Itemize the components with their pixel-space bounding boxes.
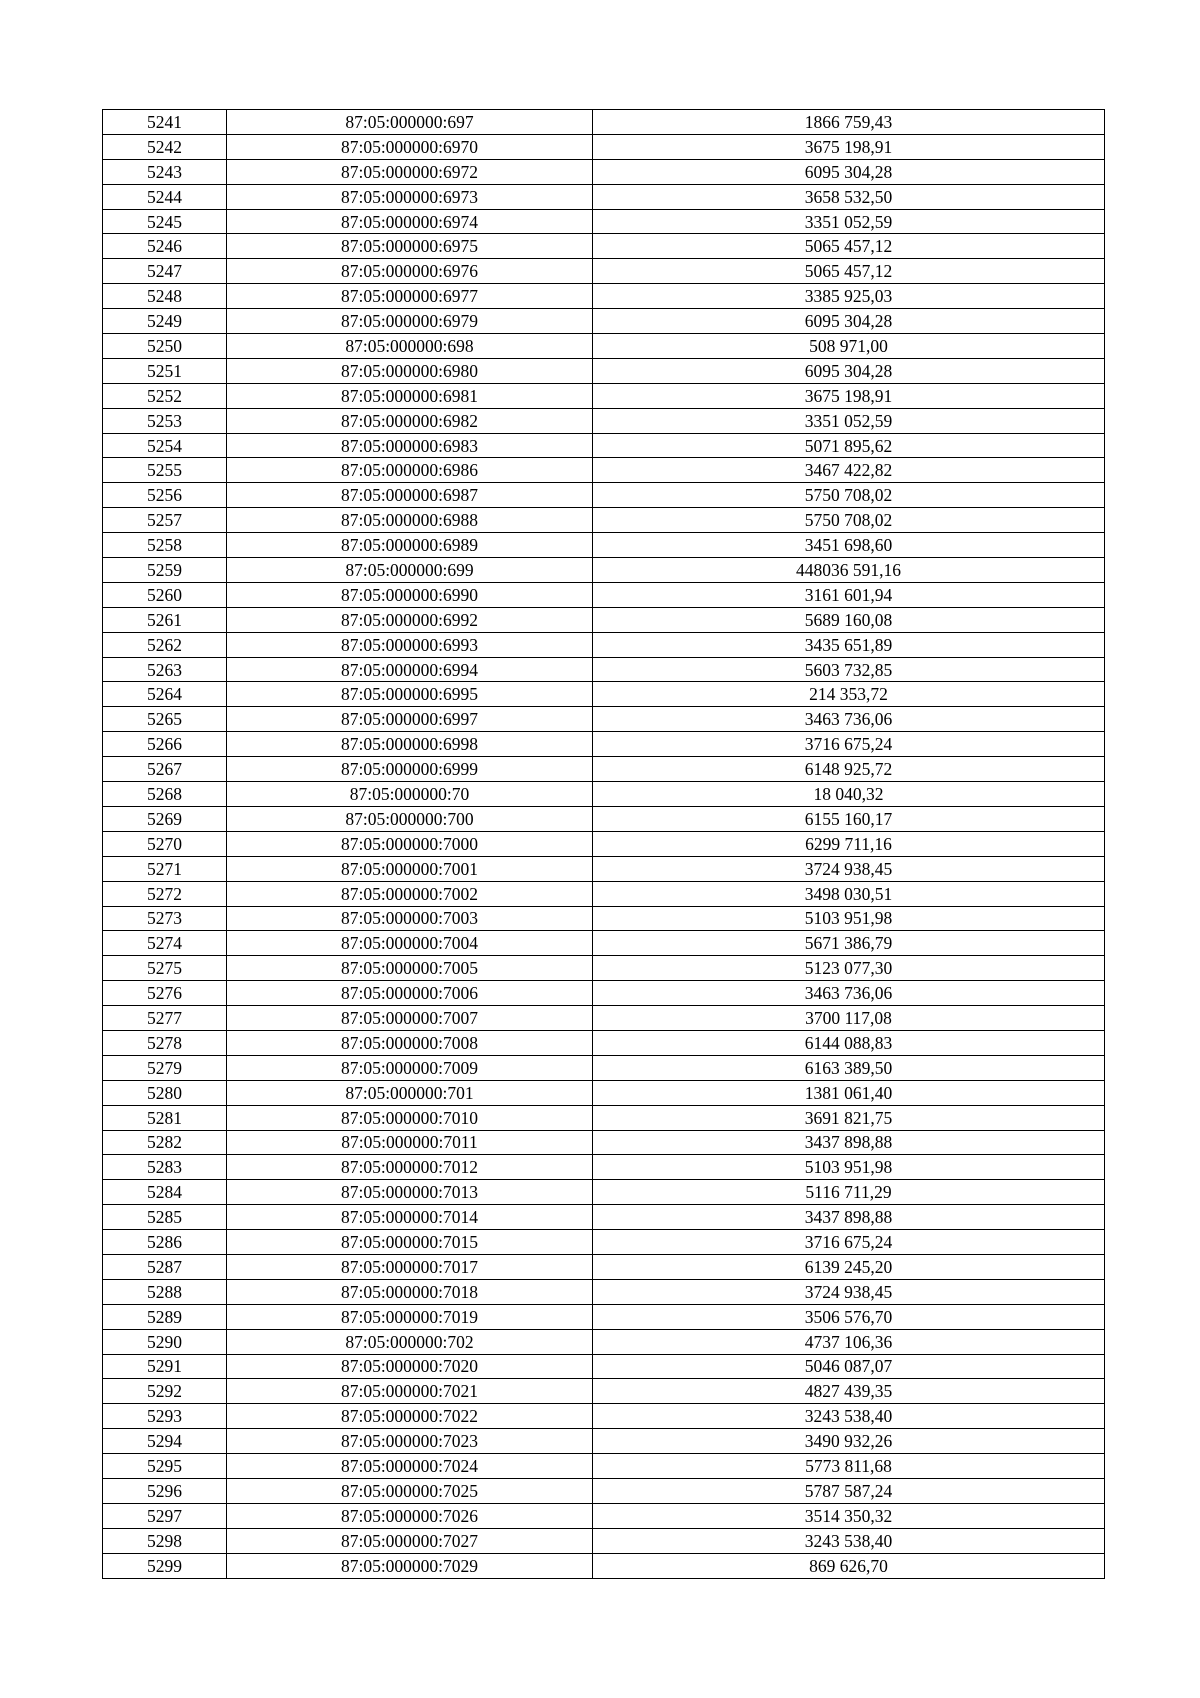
row-number-cell: 5294 bbox=[103, 1429, 227, 1454]
cadastral-number-cell: 87:05:000000:7029 bbox=[227, 1553, 593, 1578]
table-row bbox=[103, 906, 1105, 931]
value-cell: 5065 457,12 bbox=[593, 234, 1105, 259]
cadastral-number-cell: 87:05:000000:6992 bbox=[227, 607, 593, 632]
value-cell: 5671 386,79 bbox=[593, 931, 1105, 956]
value-cell: 5689 160,08 bbox=[593, 607, 1105, 632]
table-row bbox=[103, 1379, 1105, 1404]
row-number-cell: 5276 bbox=[103, 981, 227, 1006]
row-number-cell: 5245 bbox=[103, 209, 227, 234]
value-cell: 3716 675,24 bbox=[593, 732, 1105, 757]
value-cell: 3506 576,70 bbox=[593, 1304, 1105, 1329]
table-row bbox=[103, 134, 1105, 159]
table-row bbox=[103, 110, 1105, 135]
table-row bbox=[103, 1329, 1105, 1354]
cadastral-number-cell: 87:05:000000:702 bbox=[227, 1329, 593, 1354]
cadastral-number-cell: 87:05:000000:6970 bbox=[227, 134, 593, 159]
value-cell: 6155 160,17 bbox=[593, 806, 1105, 831]
row-number-cell: 5264 bbox=[103, 682, 227, 707]
table-row bbox=[103, 458, 1105, 483]
cadastral-number-cell: 87:05:000000:7022 bbox=[227, 1404, 593, 1429]
row-number-cell: 5297 bbox=[103, 1503, 227, 1528]
row-number-cell: 5259 bbox=[103, 558, 227, 583]
value-cell: 5773 811,68 bbox=[593, 1454, 1105, 1479]
value-cell: 3658 532,50 bbox=[593, 184, 1105, 209]
row-number-cell: 5263 bbox=[103, 657, 227, 682]
value-cell: 3161 601,94 bbox=[593, 582, 1105, 607]
table-row bbox=[103, 358, 1105, 383]
table-row bbox=[103, 1006, 1105, 1031]
row-number-cell: 5278 bbox=[103, 1030, 227, 1055]
table-row bbox=[103, 1205, 1105, 1230]
cadastral-number-cell: 87:05:000000:6975 bbox=[227, 234, 593, 259]
row-number-cell: 5254 bbox=[103, 433, 227, 458]
table-body bbox=[103, 110, 1105, 1579]
value-cell: 3451 698,60 bbox=[593, 533, 1105, 558]
table-row bbox=[103, 309, 1105, 334]
value-cell: 448036 591,16 bbox=[593, 558, 1105, 583]
cadastral-number-cell: 87:05:000000:6977 bbox=[227, 284, 593, 309]
value-cell: 3437 898,88 bbox=[593, 1205, 1105, 1230]
cadastral-number-cell: 87:05:000000:6999 bbox=[227, 757, 593, 782]
cadastral-number-cell: 87:05:000000:7023 bbox=[227, 1429, 593, 1454]
value-cell: 1381 061,40 bbox=[593, 1080, 1105, 1105]
row-number-cell: 5274 bbox=[103, 931, 227, 956]
cadastral-number-cell: 87:05:000000:7010 bbox=[227, 1105, 593, 1130]
row-number-cell: 5266 bbox=[103, 732, 227, 757]
value-cell: 6299 711,16 bbox=[593, 831, 1105, 856]
table-row bbox=[103, 1553, 1105, 1578]
cadastral-number-cell: 87:05:000000:7011 bbox=[227, 1130, 593, 1155]
cadastral-number-cell: 87:05:000000:6983 bbox=[227, 433, 593, 458]
row-number-cell: 5251 bbox=[103, 358, 227, 383]
table-row bbox=[103, 1528, 1105, 1553]
value-cell: 3463 736,06 bbox=[593, 981, 1105, 1006]
value-cell: 3724 938,45 bbox=[593, 856, 1105, 881]
row-number-cell: 5291 bbox=[103, 1354, 227, 1379]
value-cell: 6148 925,72 bbox=[593, 757, 1105, 782]
cadastral-number-cell: 87:05:000000:699 bbox=[227, 558, 593, 583]
row-number-cell: 5257 bbox=[103, 508, 227, 533]
cadastral-number-cell: 87:05:000000:7026 bbox=[227, 1503, 593, 1528]
table-row bbox=[103, 1105, 1105, 1130]
cadastral-number-cell: 87:05:000000:7015 bbox=[227, 1230, 593, 1255]
cadastral-number-cell: 87:05:000000:7001 bbox=[227, 856, 593, 881]
cadastral-number-cell: 87:05:000000:7014 bbox=[227, 1205, 593, 1230]
table-row bbox=[103, 806, 1105, 831]
row-number-cell: 5252 bbox=[103, 383, 227, 408]
row-number-cell: 5277 bbox=[103, 1006, 227, 1031]
cadastral-number-cell: 87:05:000000:6981 bbox=[227, 383, 593, 408]
row-number-cell: 5295 bbox=[103, 1454, 227, 1479]
cadastral-number-cell: 87:05:000000:6976 bbox=[227, 259, 593, 284]
row-number-cell: 5272 bbox=[103, 881, 227, 906]
row-number-cell: 5246 bbox=[103, 234, 227, 259]
table-row bbox=[103, 732, 1105, 757]
table-row bbox=[103, 334, 1105, 359]
row-number-cell: 5288 bbox=[103, 1279, 227, 1304]
table-row bbox=[103, 433, 1105, 458]
value-cell: 214 353,72 bbox=[593, 682, 1105, 707]
value-cell: 3724 938,45 bbox=[593, 1279, 1105, 1304]
table-row bbox=[103, 483, 1105, 508]
cadastral-number-cell: 87:05:000000:7024 bbox=[227, 1454, 593, 1479]
table-row bbox=[103, 1130, 1105, 1155]
table-row bbox=[103, 831, 1105, 856]
cadastral-number-cell: 87:05:000000:6987 bbox=[227, 483, 593, 508]
value-cell: 4827 439,35 bbox=[593, 1379, 1105, 1404]
table-row bbox=[103, 981, 1105, 1006]
cadastral-number-cell: 87:05:000000:6982 bbox=[227, 408, 593, 433]
row-number-cell: 5258 bbox=[103, 533, 227, 558]
cadastral-number-cell: 87:05:000000:7020 bbox=[227, 1354, 593, 1379]
table-row bbox=[103, 657, 1105, 682]
value-cell: 3691 821,75 bbox=[593, 1105, 1105, 1130]
row-number-cell: 5248 bbox=[103, 284, 227, 309]
table-row bbox=[103, 931, 1105, 956]
table-row bbox=[103, 881, 1105, 906]
row-number-cell: 5290 bbox=[103, 1329, 227, 1354]
table-row bbox=[103, 1503, 1105, 1528]
row-number-cell: 5250 bbox=[103, 334, 227, 359]
value-cell: 1866 759,43 bbox=[593, 110, 1105, 135]
table-row bbox=[103, 234, 1105, 259]
row-number-cell: 5292 bbox=[103, 1379, 227, 1404]
table-row bbox=[103, 209, 1105, 234]
row-number-cell: 5255 bbox=[103, 458, 227, 483]
row-number-cell: 5282 bbox=[103, 1130, 227, 1155]
row-number-cell: 5249 bbox=[103, 309, 227, 334]
table-row bbox=[103, 1304, 1105, 1329]
row-number-cell: 5283 bbox=[103, 1155, 227, 1180]
table-row bbox=[103, 956, 1105, 981]
table-row bbox=[103, 1279, 1105, 1304]
table-row bbox=[103, 607, 1105, 632]
row-number-cell: 5275 bbox=[103, 956, 227, 981]
cadastral-number-cell: 87:05:000000:700 bbox=[227, 806, 593, 831]
cadastral-number-cell: 87:05:000000:7000 bbox=[227, 831, 593, 856]
row-number-cell: 5244 bbox=[103, 184, 227, 209]
value-cell: 18 040,32 bbox=[593, 782, 1105, 807]
value-cell: 6139 245,20 bbox=[593, 1254, 1105, 1279]
row-number-cell: 5286 bbox=[103, 1230, 227, 1255]
table-row bbox=[103, 1478, 1105, 1503]
value-cell: 3435 651,89 bbox=[593, 632, 1105, 657]
cadastral-number-cell: 87:05:000000:6994 bbox=[227, 657, 593, 682]
table-row bbox=[103, 632, 1105, 657]
table-row bbox=[103, 558, 1105, 583]
table-row bbox=[103, 782, 1105, 807]
table-row bbox=[103, 1230, 1105, 1255]
cadastral-number-cell: 87:05:000000:7013 bbox=[227, 1180, 593, 1205]
table-row bbox=[103, 383, 1105, 408]
row-number-cell: 5267 bbox=[103, 757, 227, 782]
row-number-cell: 5280 bbox=[103, 1080, 227, 1105]
row-number-cell: 5298 bbox=[103, 1528, 227, 1553]
value-cell: 3351 052,59 bbox=[593, 408, 1105, 433]
value-cell: 3716 675,24 bbox=[593, 1230, 1105, 1255]
table-row bbox=[103, 1055, 1105, 1080]
table-row bbox=[103, 159, 1105, 184]
row-number-cell: 5265 bbox=[103, 707, 227, 732]
value-cell: 3700 117,08 bbox=[593, 1006, 1105, 1031]
value-cell: 869 626,70 bbox=[593, 1553, 1105, 1578]
value-cell: 6095 304,28 bbox=[593, 159, 1105, 184]
cadastral-number-cell: 87:05:000000:701 bbox=[227, 1080, 593, 1105]
cadastral-number-cell: 87:05:000000:6993 bbox=[227, 632, 593, 657]
row-number-cell: 5296 bbox=[103, 1478, 227, 1503]
table-row bbox=[103, 757, 1105, 782]
value-cell: 5065 457,12 bbox=[593, 259, 1105, 284]
cadastral-number-cell: 87:05:000000:6973 bbox=[227, 184, 593, 209]
row-number-cell: 5285 bbox=[103, 1205, 227, 1230]
value-cell: 3675 198,91 bbox=[593, 134, 1105, 159]
cadastral-number-cell: 87:05:000000:6995 bbox=[227, 682, 593, 707]
table-row bbox=[103, 856, 1105, 881]
value-cell: 3463 736,06 bbox=[593, 707, 1105, 732]
cadastral-number-cell: 87:05:000000:7008 bbox=[227, 1030, 593, 1055]
row-number-cell: 5293 bbox=[103, 1404, 227, 1429]
cadastral-number-cell: 87:05:000000:7002 bbox=[227, 881, 593, 906]
row-number-cell: 5256 bbox=[103, 483, 227, 508]
table-row bbox=[103, 1454, 1105, 1479]
cadastral-number-cell: 87:05:000000:7017 bbox=[227, 1254, 593, 1279]
cadastral-number-cell: 87:05:000000:6997 bbox=[227, 707, 593, 732]
cadastral-number-cell: 87:05:000000:6986 bbox=[227, 458, 593, 483]
value-cell: 5750 708,02 bbox=[593, 508, 1105, 533]
cadastral-number-cell: 87:05:000000:7027 bbox=[227, 1528, 593, 1553]
table-row bbox=[103, 184, 1105, 209]
table-row bbox=[103, 1180, 1105, 1205]
value-cell: 3498 030,51 bbox=[593, 881, 1105, 906]
cadastral-number-cell: 87:05:000000:7025 bbox=[227, 1478, 593, 1503]
row-number-cell: 5299 bbox=[103, 1553, 227, 1578]
row-number-cell: 5273 bbox=[103, 906, 227, 931]
table-row bbox=[103, 1254, 1105, 1279]
value-cell: 3385 925,03 bbox=[593, 284, 1105, 309]
table-row bbox=[103, 408, 1105, 433]
table-row bbox=[103, 1429, 1105, 1454]
value-cell: 6095 304,28 bbox=[593, 358, 1105, 383]
row-number-cell: 5281 bbox=[103, 1105, 227, 1130]
table-row bbox=[103, 1155, 1105, 1180]
row-number-cell: 5243 bbox=[103, 159, 227, 184]
cadastral-number-cell: 87:05:000000:6998 bbox=[227, 732, 593, 757]
value-cell: 5116 711,29 bbox=[593, 1180, 1105, 1205]
value-cell: 5123 077,30 bbox=[593, 956, 1105, 981]
row-number-cell: 5242 bbox=[103, 134, 227, 159]
row-number-cell: 5247 bbox=[103, 259, 227, 284]
cadastral-number-cell: 87:05:000000:6989 bbox=[227, 533, 593, 558]
value-cell: 5071 895,62 bbox=[593, 433, 1105, 458]
value-cell: 3437 898,88 bbox=[593, 1130, 1105, 1155]
cadastral-value-table bbox=[102, 109, 1105, 1579]
row-number-cell: 5261 bbox=[103, 607, 227, 632]
value-cell: 6144 088,83 bbox=[593, 1030, 1105, 1055]
row-number-cell: 5270 bbox=[103, 831, 227, 856]
value-cell: 3490 932,26 bbox=[593, 1429, 1105, 1454]
row-number-cell: 5289 bbox=[103, 1304, 227, 1329]
row-number-cell: 5241 bbox=[103, 110, 227, 135]
table-row bbox=[103, 1030, 1105, 1055]
value-cell: 3675 198,91 bbox=[593, 383, 1105, 408]
value-cell: 3514 350,32 bbox=[593, 1503, 1105, 1528]
value-cell: 5787 587,24 bbox=[593, 1478, 1105, 1503]
cadastral-number-cell: 87:05:000000:7018 bbox=[227, 1279, 593, 1304]
value-cell: 5750 708,02 bbox=[593, 483, 1105, 508]
cadastral-number-cell: 87:05:000000:7021 bbox=[227, 1379, 593, 1404]
value-cell: 3243 538,40 bbox=[593, 1528, 1105, 1553]
cadastral-number-cell: 87:05:000000:6974 bbox=[227, 209, 593, 234]
cadastral-number-cell: 87:05:000000:6972 bbox=[227, 159, 593, 184]
value-cell: 508 971,00 bbox=[593, 334, 1105, 359]
table-row bbox=[103, 1080, 1105, 1105]
value-cell: 4737 106,36 bbox=[593, 1329, 1105, 1354]
cadastral-number-cell: 87:05:000000:6990 bbox=[227, 582, 593, 607]
row-number-cell: 5269 bbox=[103, 806, 227, 831]
value-cell: 3467 422,82 bbox=[593, 458, 1105, 483]
row-number-cell: 5271 bbox=[103, 856, 227, 881]
value-cell: 3243 538,40 bbox=[593, 1404, 1105, 1429]
table-row bbox=[103, 284, 1105, 309]
table-row bbox=[103, 707, 1105, 732]
table-row bbox=[103, 1354, 1105, 1379]
row-number-cell: 5260 bbox=[103, 582, 227, 607]
row-number-cell: 5284 bbox=[103, 1180, 227, 1205]
row-number-cell: 5279 bbox=[103, 1055, 227, 1080]
value-cell: 5103 951,98 bbox=[593, 906, 1105, 931]
row-number-cell: 5253 bbox=[103, 408, 227, 433]
value-cell: 5603 732,85 bbox=[593, 657, 1105, 682]
cadastral-number-cell: 87:05:000000:7009 bbox=[227, 1055, 593, 1080]
row-number-cell: 5268 bbox=[103, 782, 227, 807]
value-cell: 5103 951,98 bbox=[593, 1155, 1105, 1180]
cadastral-number-cell: 87:05:000000:7003 bbox=[227, 906, 593, 931]
cadastral-number-cell: 87:05:000000:7006 bbox=[227, 981, 593, 1006]
table-row bbox=[103, 508, 1105, 533]
row-number-cell: 5287 bbox=[103, 1254, 227, 1279]
value-cell: 5046 087,07 bbox=[593, 1354, 1105, 1379]
table-row bbox=[103, 582, 1105, 607]
cadastral-number-cell: 87:05:000000:7004 bbox=[227, 931, 593, 956]
cadastral-number-cell: 87:05:000000:7005 bbox=[227, 956, 593, 981]
cadastral-number-cell: 87:05:000000:6980 bbox=[227, 358, 593, 383]
value-cell: 6095 304,28 bbox=[593, 309, 1105, 334]
table-row bbox=[103, 1404, 1105, 1429]
table-row bbox=[103, 682, 1105, 707]
value-cell: 3351 052,59 bbox=[593, 209, 1105, 234]
cadastral-number-cell: 87:05:000000:7007 bbox=[227, 1006, 593, 1031]
table-row bbox=[103, 259, 1105, 284]
cadastral-number-cell: 87:05:000000:70 bbox=[227, 782, 593, 807]
value-cell: 6163 389,50 bbox=[593, 1055, 1105, 1080]
table-row bbox=[103, 533, 1105, 558]
cadastral-number-cell: 87:05:000000:6988 bbox=[227, 508, 593, 533]
cadastral-number-cell: 87:05:000000:698 bbox=[227, 334, 593, 359]
row-number-cell: 5262 bbox=[103, 632, 227, 657]
cadastral-number-cell: 87:05:000000:7012 bbox=[227, 1155, 593, 1180]
cadastral-number-cell: 87:05:000000:6979 bbox=[227, 309, 593, 334]
cadastral-number-cell: 87:05:000000:7019 bbox=[227, 1304, 593, 1329]
cadastral-number-cell: 87:05:000000:697 bbox=[227, 110, 593, 135]
